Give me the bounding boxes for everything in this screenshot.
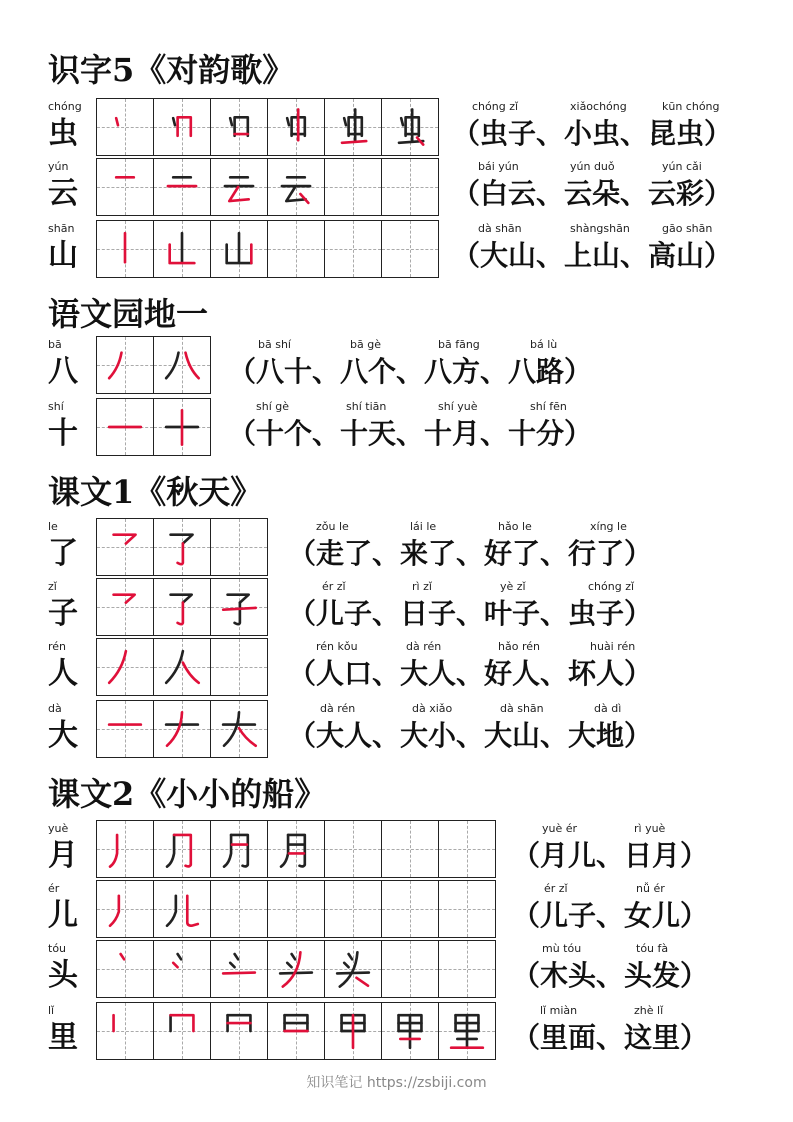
word-pinyin: chóng zǐ bbox=[588, 580, 635, 593]
writing-grid bbox=[96, 700, 268, 758]
word-pinyin: bā gè bbox=[350, 338, 381, 351]
grid-cell bbox=[153, 821, 210, 877]
grid-cell bbox=[381, 221, 438, 277]
grid-cell bbox=[324, 1003, 381, 1059]
char-pinyin: chóng bbox=[48, 100, 82, 113]
grid-cell bbox=[97, 337, 153, 393]
grid-cell bbox=[153, 399, 210, 455]
writing-grid bbox=[96, 1002, 496, 1060]
grid-cell bbox=[97, 639, 153, 695]
stroke-step-glyph bbox=[160, 165, 204, 209]
writing-grid bbox=[96, 518, 268, 576]
grid-cell bbox=[267, 159, 324, 215]
word-list: （木头、头发） bbox=[512, 959, 709, 992]
word-pinyin: shí gè bbox=[256, 400, 290, 413]
prior-stroke bbox=[235, 954, 239, 959]
stroke-step-glyph bbox=[217, 105, 261, 149]
grid-cell bbox=[97, 99, 153, 155]
prior-stroke bbox=[231, 835, 248, 867]
stroke-step-glyph bbox=[103, 585, 147, 629]
section-title-4: 课文2《小小的船》 bbox=[48, 775, 327, 813]
word-pinyin: zhè lǐ bbox=[634, 1004, 664, 1017]
grid-cell bbox=[97, 399, 153, 455]
grid-cell bbox=[97, 881, 153, 937]
prior-stroke bbox=[167, 835, 174, 867]
prior-stroke bbox=[166, 651, 183, 683]
prior-stroke bbox=[178, 954, 182, 959]
prior-stroke bbox=[287, 963, 291, 967]
stroke-step-glyph bbox=[445, 1009, 489, 1053]
new-stroke bbox=[178, 117, 191, 135]
stroke-step-glyph bbox=[160, 947, 204, 991]
word-pinyin: hǎo le bbox=[498, 520, 532, 533]
stroke-step-glyph bbox=[160, 405, 204, 449]
grid-cell bbox=[97, 701, 153, 757]
char-pinyin: tóu bbox=[48, 942, 67, 955]
stroke-step-glyph bbox=[160, 105, 204, 149]
char-pinyin: shān bbox=[48, 222, 75, 235]
word-pinyin: chóng zǐ bbox=[472, 100, 519, 113]
word-pinyin: yuè ér bbox=[542, 822, 578, 835]
writing-grid bbox=[96, 158, 439, 216]
char-headword: 云 bbox=[48, 176, 78, 211]
prior-stroke bbox=[340, 952, 358, 986]
char-headword: 头 bbox=[48, 958, 78, 993]
new-stroke bbox=[114, 595, 135, 603]
stroke-step-glyph bbox=[103, 827, 147, 871]
grid-cell bbox=[267, 221, 324, 277]
new-stroke bbox=[167, 712, 182, 745]
grid-cell bbox=[324, 99, 381, 155]
prior-stroke bbox=[167, 896, 176, 926]
word-pinyin: tóu fà bbox=[636, 942, 669, 955]
new-stroke bbox=[173, 963, 177, 967]
char-headword: 了 bbox=[48, 536, 78, 571]
word-list: （八十、八个、八方、八路） bbox=[228, 355, 593, 388]
stroke-step-glyph bbox=[160, 1009, 204, 1053]
word-pinyin: dà rén bbox=[320, 702, 356, 715]
char-row bbox=[0, 578, 793, 636]
grid-cell bbox=[153, 519, 210, 575]
char-headword: 八 bbox=[48, 354, 78, 389]
char-headword: 月 bbox=[48, 838, 78, 873]
stroke-step-glyph bbox=[103, 707, 147, 751]
new-stroke bbox=[183, 663, 199, 683]
grid-cell bbox=[153, 701, 210, 757]
prior-stroke bbox=[230, 118, 232, 125]
char-pinyin: yún bbox=[48, 160, 69, 173]
char-pinyin: dà bbox=[48, 702, 62, 715]
word-pinyin: bā fāng bbox=[438, 338, 480, 351]
new-stroke bbox=[223, 608, 256, 610]
stroke-step-glyph bbox=[274, 827, 318, 871]
word-pinyin: shàngshān bbox=[570, 222, 630, 235]
char-headword: 十 bbox=[48, 416, 78, 451]
char-row bbox=[0, 1002, 793, 1060]
grid-cell bbox=[324, 159, 381, 215]
prior-stroke bbox=[166, 353, 178, 379]
prior-stroke bbox=[224, 712, 239, 745]
word-pinyin: bái yún bbox=[478, 160, 519, 173]
grid-cell bbox=[267, 99, 324, 155]
grid-cell bbox=[97, 159, 153, 215]
stroke-step-glyph bbox=[160, 887, 204, 931]
prior-stroke bbox=[344, 118, 346, 125]
grid-cell bbox=[324, 821, 381, 877]
grid-cell bbox=[97, 579, 153, 635]
word-pinyin: yè zǐ bbox=[500, 580, 526, 593]
char-pinyin: bā bbox=[48, 338, 62, 351]
word-pinyin: lǐ miàn bbox=[540, 1004, 578, 1017]
stroke-step-glyph bbox=[274, 105, 318, 149]
word-list: （十个、十天、十月、十分） bbox=[228, 417, 593, 450]
word-pinyin: shí fēn bbox=[530, 400, 567, 413]
char-pinyin: le bbox=[48, 520, 58, 533]
grid-cell bbox=[381, 99, 438, 155]
char-pinyin: ér bbox=[48, 882, 60, 895]
stroke-step-glyph bbox=[160, 525, 204, 569]
grid-cell bbox=[210, 701, 267, 757]
char-row bbox=[0, 880, 793, 938]
grid-cell bbox=[210, 639, 267, 695]
new-stroke bbox=[223, 973, 255, 974]
prior-stroke bbox=[401, 118, 403, 125]
word-pinyin: dà shān bbox=[478, 222, 522, 235]
writing-grid bbox=[96, 398, 211, 456]
char-row bbox=[0, 700, 793, 758]
grid-cell bbox=[153, 337, 210, 393]
prior-stroke bbox=[224, 835, 231, 867]
stroke-step-glyph bbox=[217, 1009, 261, 1053]
prior-stroke bbox=[230, 963, 234, 967]
word-pinyin: hǎo rén bbox=[498, 640, 540, 653]
word-list: （走了、来了、好了、行了） bbox=[288, 537, 653, 570]
word-list: （虫子、小虫、昆虫） bbox=[452, 117, 733, 150]
stroke-step-glyph bbox=[274, 947, 318, 991]
stroke-step-glyph bbox=[331, 947, 375, 991]
word-pinyin: bā shí bbox=[258, 338, 291, 351]
word-pinyin: ér zǐ bbox=[322, 580, 346, 593]
word-pinyin: gāo shān bbox=[662, 222, 713, 235]
new-stroke bbox=[186, 353, 199, 379]
stroke-step-glyph bbox=[274, 165, 318, 209]
grid-cell bbox=[438, 941, 495, 997]
grid-cell bbox=[210, 519, 267, 575]
prior-stroke bbox=[344, 963, 348, 967]
grid-cell bbox=[267, 881, 324, 937]
word-pinyin: mù tóu bbox=[542, 942, 582, 955]
char-pinyin: yuè bbox=[48, 822, 69, 835]
grid-cell bbox=[267, 821, 324, 877]
new-stroke bbox=[187, 896, 198, 926]
section-title-2: 语文园地一 bbox=[48, 295, 209, 333]
grid-cell bbox=[153, 579, 210, 635]
char-row bbox=[0, 638, 793, 696]
stroke-step-glyph bbox=[103, 1009, 147, 1053]
grid-cell bbox=[438, 881, 495, 937]
new-stroke bbox=[114, 535, 136, 544]
grid-cell bbox=[153, 941, 210, 997]
word-pinyin: nǚ ér bbox=[636, 882, 665, 895]
new-stroke bbox=[109, 353, 121, 379]
writing-grid bbox=[96, 820, 496, 878]
prior-stroke bbox=[173, 118, 175, 125]
grid-cell bbox=[438, 1003, 495, 1059]
writing-grid bbox=[96, 98, 439, 156]
grid-cell bbox=[97, 941, 153, 997]
writing-grid bbox=[96, 220, 439, 278]
grid-cell bbox=[438, 821, 495, 877]
word-list: （儿子、日子、叶子、虫子） bbox=[288, 597, 653, 630]
stroke-step-glyph bbox=[217, 165, 261, 209]
grid-cell bbox=[210, 221, 267, 277]
word-list: （大山、上山、高山） bbox=[452, 239, 733, 272]
stroke-step-glyph bbox=[217, 227, 261, 271]
word-pinyin: rén kǒu bbox=[316, 640, 358, 653]
word-list: （儿子、女儿） bbox=[512, 899, 709, 932]
char-row bbox=[0, 336, 793, 394]
grid-cell bbox=[267, 1003, 324, 1059]
word-pinyin: xiǎochóng bbox=[570, 100, 627, 113]
char-pinyin: zǐ bbox=[48, 580, 57, 593]
writing-grid bbox=[96, 880, 496, 938]
writing-grid bbox=[96, 638, 268, 696]
grid-cell bbox=[210, 99, 267, 155]
word-pinyin: xíng le bbox=[590, 520, 627, 533]
prior-stroke bbox=[286, 187, 305, 201]
new-stroke bbox=[229, 187, 248, 201]
word-pinyin: shí yuè bbox=[438, 400, 478, 413]
prior-stroke bbox=[228, 595, 249, 603]
new-stroke bbox=[110, 896, 119, 926]
prior-stroke bbox=[287, 118, 289, 125]
stroke-step-glyph bbox=[160, 227, 204, 271]
writing-grid bbox=[96, 336, 211, 394]
stroke-step-glyph bbox=[217, 585, 261, 629]
char-headword: 子 bbox=[48, 596, 78, 631]
word-pinyin: dà shān bbox=[500, 702, 544, 715]
word-pinyin: huài rén bbox=[590, 640, 636, 653]
char-pinyin: shí bbox=[48, 400, 64, 413]
new-stroke bbox=[239, 728, 256, 746]
new-stroke bbox=[116, 118, 118, 125]
grid-cell bbox=[381, 1003, 438, 1059]
new-stroke bbox=[342, 141, 366, 143]
stroke-step-glyph bbox=[388, 1009, 432, 1053]
char-row bbox=[0, 398, 793, 456]
word-list: （白云、云朵、云彩） bbox=[452, 177, 733, 210]
char-headword: 里 bbox=[48, 1020, 78, 1055]
stroke-step-glyph bbox=[160, 585, 204, 629]
word-pinyin: yún duǒ bbox=[570, 160, 615, 173]
word-list: （月儿、日月） bbox=[512, 839, 709, 872]
prior-stroke bbox=[171, 535, 193, 544]
writing-grid bbox=[96, 578, 268, 636]
char-row bbox=[0, 220, 793, 278]
prior-stroke bbox=[235, 603, 240, 625]
section-title-1: 识字5《对韵歌》 bbox=[48, 51, 295, 89]
writing-grid bbox=[96, 940, 496, 998]
grid-cell bbox=[153, 159, 210, 215]
grid-cell bbox=[153, 881, 210, 937]
grid-cell bbox=[97, 221, 153, 277]
grid-cell bbox=[153, 99, 210, 155]
stroke-step-glyph bbox=[160, 707, 204, 751]
grid-cell bbox=[210, 881, 267, 937]
grid-cell bbox=[324, 221, 381, 277]
grid-cell bbox=[210, 159, 267, 215]
grid-cell bbox=[210, 1003, 267, 1059]
word-pinyin: rì yuè bbox=[634, 822, 666, 835]
char-row bbox=[0, 158, 793, 216]
char-row bbox=[0, 820, 793, 878]
stroke-step-glyph bbox=[160, 343, 204, 387]
stroke-step-glyph bbox=[160, 645, 204, 689]
grid-cell bbox=[153, 639, 210, 695]
new-stroke bbox=[283, 952, 301, 986]
char-row bbox=[0, 518, 793, 576]
word-pinyin: kūn chóng bbox=[662, 100, 720, 113]
word-pinyin: zǒu le bbox=[316, 520, 349, 533]
word-pinyin: dà xiǎo bbox=[412, 702, 453, 715]
prior-stroke bbox=[288, 835, 305, 867]
char-headword: 虫 bbox=[48, 116, 78, 151]
new-stroke bbox=[121, 954, 125, 959]
grid-cell bbox=[381, 881, 438, 937]
section-title-3: 课文1《秋天》 bbox=[48, 473, 263, 511]
word-pinyin: dà dì bbox=[594, 702, 622, 715]
stroke-step-glyph bbox=[103, 227, 147, 271]
word-list: （人口、大人、好人、坏人） bbox=[288, 657, 653, 690]
stroke-step-glyph bbox=[217, 827, 261, 871]
word-pinyin: rì zǐ bbox=[412, 580, 432, 593]
grid-cell bbox=[153, 221, 210, 277]
grid-cell bbox=[210, 579, 267, 635]
prior-stroke bbox=[171, 595, 192, 603]
word-list: （里面、这里） bbox=[512, 1021, 709, 1054]
word-pinyin: dà rén bbox=[406, 640, 442, 653]
stroke-step-glyph bbox=[103, 343, 147, 387]
new-stroke bbox=[174, 835, 191, 867]
word-pinyin: bá lù bbox=[530, 338, 558, 351]
grid-cell bbox=[210, 941, 267, 997]
word-list: （大人、大小、大山、大地） bbox=[288, 719, 653, 752]
char-row bbox=[0, 98, 793, 156]
prior-stroke bbox=[281, 835, 288, 867]
grid-cell bbox=[210, 821, 267, 877]
char-pinyin: lǐ bbox=[48, 1004, 55, 1017]
char-row bbox=[0, 940, 793, 998]
stroke-step-glyph bbox=[103, 165, 147, 209]
stroke-step-glyph bbox=[160, 827, 204, 871]
grid-cell bbox=[324, 881, 381, 937]
stroke-step-glyph bbox=[217, 947, 261, 991]
prior-stroke bbox=[292, 954, 296, 959]
stroke-step-glyph bbox=[388, 105, 432, 149]
stroke-step-glyph bbox=[274, 1009, 318, 1053]
grid-cell bbox=[97, 821, 153, 877]
stroke-step-glyph bbox=[103, 645, 147, 689]
grid-cell bbox=[381, 941, 438, 997]
char-headword: 人 bbox=[48, 656, 78, 691]
stroke-step-glyph bbox=[103, 405, 147, 449]
stroke-step-glyph bbox=[103, 105, 147, 149]
word-pinyin: yún cǎi bbox=[662, 160, 702, 173]
char-headword: 山 bbox=[48, 238, 78, 273]
char-headword: 儿 bbox=[48, 898, 78, 933]
stroke-step-glyph bbox=[103, 947, 147, 991]
char-headword: 大 bbox=[48, 718, 78, 753]
word-pinyin: ér zǐ bbox=[544, 882, 568, 895]
new-stroke bbox=[109, 651, 126, 683]
prior-stroke bbox=[349, 954, 353, 959]
grid-cell bbox=[381, 159, 438, 215]
new-stroke bbox=[178, 603, 183, 625]
grid-cell bbox=[97, 519, 153, 575]
new-stroke bbox=[171, 1015, 194, 1031]
stroke-step-glyph bbox=[217, 707, 261, 751]
word-pinyin: lái le bbox=[410, 520, 437, 533]
grid-cell bbox=[153, 1003, 210, 1059]
stroke-step-glyph bbox=[103, 525, 147, 569]
grid-cell bbox=[324, 941, 381, 997]
grid-cell bbox=[97, 1003, 153, 1059]
footer-source: 知识笔记 https://zsbiji.com bbox=[306, 1075, 487, 1091]
grid-cell bbox=[267, 941, 324, 997]
new-stroke bbox=[110, 835, 117, 867]
stroke-step-glyph bbox=[103, 887, 147, 931]
stroke-step-glyph bbox=[331, 1009, 375, 1053]
new-stroke bbox=[357, 978, 368, 986]
char-pinyin: rén bbox=[48, 640, 67, 653]
new-stroke bbox=[178, 543, 183, 564]
word-pinyin: shí tiān bbox=[346, 400, 387, 413]
grid-cell bbox=[381, 821, 438, 877]
stroke-step-glyph bbox=[331, 105, 375, 149]
